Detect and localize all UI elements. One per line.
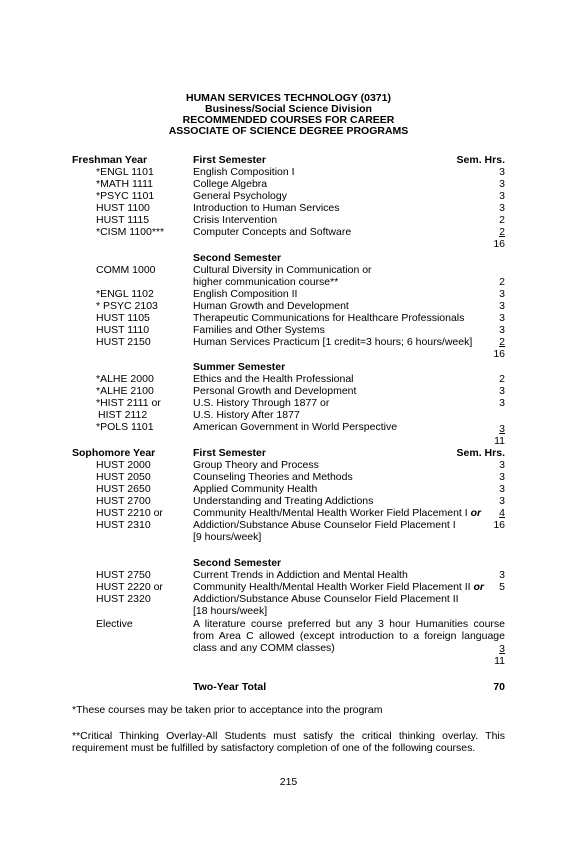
two-year-total-value: 70 [493, 681, 505, 693]
course-title: English Composition II [193, 288, 298, 300]
sophomore-second-semester-label: Second Semester [193, 557, 282, 569]
course-title: Crisis Intervention [193, 214, 278, 226]
program-title: HUMAN SERVICES TECHNOLOGY (0371) [186, 92, 391, 104]
course-code: HUST 2050 [96, 471, 151, 483]
course-hours: 3 [499, 459, 505, 471]
course-title: American Government in World Perspective [193, 421, 398, 433]
two-year-total-label: Two-Year Total [193, 681, 267, 693]
semester-total: 11 [494, 655, 505, 667]
elective-description: A literature course preferred but any 3 hour Humanities course from Area C allowed (except introduction to a foreign language class and any COMM classes) [193, 618, 505, 654]
course-code: HUST 2150 [96, 336, 151, 348]
course-title: Understanding and Treating Addictions [193, 495, 374, 507]
semester-total: 11 [494, 435, 505, 447]
sophomore-year-label: Sophomore Year [72, 447, 156, 459]
course-code: HUST 2220 or [96, 581, 163, 593]
course-code: HUST 2000 [96, 459, 151, 471]
course-code: HUST 2310 [96, 519, 151, 531]
course-title: Counseling Theories and Methods [193, 471, 353, 483]
course-hours: 3 [499, 166, 505, 178]
course-hours: 3 [499, 643, 505, 655]
course-hours: 3 [499, 190, 505, 202]
course-title: Families and Other Systems [193, 324, 325, 336]
course-code: HUST 2750 [96, 569, 151, 581]
course-title-text: Community Health/Mental Health Worker Field Placement II [193, 581, 471, 593]
page-number: 215 [279, 776, 298, 788]
recommended-heading: RECOMMENDED COURSES FOR CAREER [182, 114, 395, 126]
degree-heading: ASSOCIATE OF SCIENCE DEGREE PROGRAMS [168, 125, 409, 137]
course-title: Introduction to Human Services [193, 202, 340, 214]
course-code: HUST 2700 [96, 495, 151, 507]
course-code: *CISM 1100*** [96, 226, 165, 238]
course-code: * PSYC 2103 [96, 300, 158, 312]
course-title: Group Theory and Process [193, 459, 319, 471]
course-hours: 2 [499, 214, 505, 226]
course-code: HUST 2320 [96, 593, 151, 605]
course-code: COMM 1000 [96, 264, 156, 276]
course-title: Ethics and the Health Professional [193, 373, 354, 385]
course-hours: 3 [499, 385, 505, 397]
course-code: HUST 1110 [96, 324, 150, 336]
freshman-second-semester-label: Second Semester [193, 252, 282, 264]
course-title: Addiction/Substance Abuse Counselor Field Placement I [193, 519, 456, 531]
course-hours: 3 [499, 202, 505, 214]
course-title-continued: [9 hours/week] [193, 531, 262, 543]
freshman-year-label: Freshman Year [72, 154, 148, 166]
summer-semester-label: Summer Semester [193, 361, 286, 373]
sem-hrs-header: Sem. Hrs. [456, 154, 505, 166]
semester-total: 16 [493, 238, 505, 250]
footnote-prior-acceptance: *These courses may be taken prior to acceptance into the program [72, 704, 383, 716]
course-title: U.S. History Through 1877 or [193, 397, 330, 409]
or-connector: or [473, 581, 485, 593]
course-code: *HIST 2111 or [96, 397, 161, 409]
course-code: *MATH 1111 [96, 178, 153, 190]
course-hours: 4 [499, 507, 505, 519]
course-title: Addiction/Substance Abuse Counselor Field Placement II [193, 593, 459, 605]
course-hours: 2 [499, 276, 505, 288]
course-title: English Composition I [193, 166, 295, 178]
course-hours: 2 [499, 373, 505, 385]
document-header [0, 93, 577, 137]
course-title-continued: [18 hours/week] [193, 605, 268, 617]
course-code: HUST 1100 [96, 202, 150, 214]
semester-total: 16 [493, 519, 505, 531]
course-code: HUST 1115 [96, 214, 150, 226]
course-title: Cultural Diversity in Communication or [193, 264, 372, 276]
course-title: Therapeutic Communications for Healthcare Professionals [193, 312, 465, 324]
course-title [193, 507, 481, 519]
course-code: HUST 1105 [96, 312, 150, 324]
course-hours: 2 [499, 336, 505, 348]
course-hours: 3 [499, 471, 505, 483]
course-title: Personal Growth and Development [193, 385, 357, 397]
course-hours: 3 [499, 397, 505, 409]
course-title: Human Services Practicum [1 credit=3 hours; 6 hours/week] [193, 336, 473, 348]
course-title: General Psychology [193, 190, 287, 202]
course-title [193, 581, 484, 593]
course-hours: 3 [499, 423, 505, 435]
course-code: *ALHE 2100 [96, 385, 154, 397]
course-hours: 5 [499, 581, 505, 593]
course-hours: 3 [499, 483, 505, 495]
course-title-continued: higher communication course** [193, 276, 339, 288]
course-title: Current Trends in Addiction and Mental Health [193, 569, 408, 581]
course-title-text: Community Health/Mental Health Worker Field Placement I [193, 507, 468, 519]
course-code: *ENGL 1101 [96, 166, 154, 178]
course-title: U.S. History After 1877 [193, 409, 300, 421]
course-code: HIST 2112 [98, 409, 148, 421]
course-hours: 3 [499, 312, 505, 324]
course-code: HUST 2650 [96, 483, 151, 495]
course-hours: 3 [499, 324, 505, 336]
course-title: College Algebra [193, 178, 268, 190]
course-title: Applied Community Health [193, 483, 318, 495]
division-name: Business/Social Science Division [205, 103, 372, 115]
sem-hrs-header: Sem. Hrs. [456, 447, 505, 459]
course-hours: 2 [499, 226, 505, 238]
course-code: *PSYC 1101 [96, 190, 155, 202]
sophomore-first-semester-label: First Semester [193, 447, 266, 459]
or-connector: or [470, 507, 482, 519]
course-hours: 3 [499, 178, 505, 190]
course-title: Computer Concepts and Software [193, 226, 352, 238]
semester-total: 16 [493, 348, 505, 360]
course-code: *ALHE 2000 [96, 373, 154, 385]
course-code: HUST 2210 or [96, 507, 163, 519]
course-code: *ENGL 1102 [96, 288, 154, 300]
course-code: *POLS 1101 [96, 421, 154, 433]
footnote-critical-thinking: **Critical Thinking Overlay-All Students must satisfy the critical thinking overlay. This requirement must be fulfilled by satisfactory completion of one of the following courses. [72, 730, 505, 754]
course-title: Human Growth and Development [193, 300, 349, 312]
course-hours: 3 [499, 495, 505, 507]
freshman-first-semester-label: First Semester [193, 154, 266, 166]
course-hours: 3 [499, 300, 505, 312]
course-hours: 3 [499, 288, 505, 300]
course-hours: 3 [499, 569, 505, 581]
elective-label: Elective [96, 618, 133, 630]
